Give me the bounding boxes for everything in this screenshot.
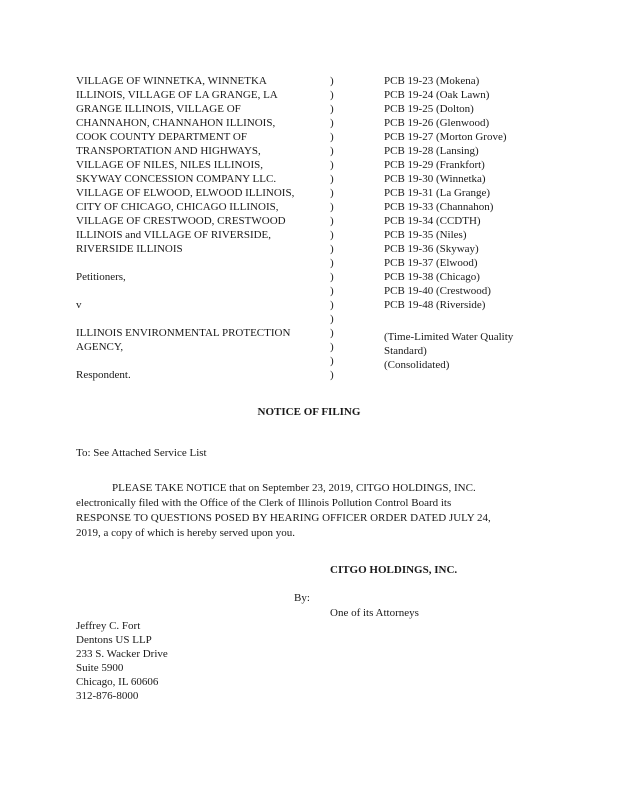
respondent-line: ILLINOIS ENVIRONMENTAL PROTECTION <box>76 327 291 339</box>
petitioner-line: TRANSPORTATION AND HIGHWAYS, <box>76 145 261 157</box>
paren-mark: ) <box>330 243 334 255</box>
standard-line: (Time-Limited Water Quality <box>384 331 514 343</box>
paren-mark: ) <box>330 299 334 311</box>
case-number: PCB 19-38 (Chicago) <box>384 271 480 283</box>
paren-mark: ) <box>330 341 334 353</box>
petitioner-line: ILLINOIS, VILLAGE OF LA GRANGE, LA <box>76 89 278 101</box>
body-line: electronically filed with the Office of the Clerk of Illinois Pollution Control Board its <box>76 497 452 509</box>
case-number: PCB 19-24 (Oak Lawn) <box>384 89 490 101</box>
paren-mark: ) <box>330 369 334 381</box>
petitioner-line: ILLINOIS and VILLAGE OF RIVERSIDE, <box>76 229 272 241</box>
case-number: PCB 19-48 (Riverside) <box>384 299 486 311</box>
attorney-line: 233 S. Wacker Drive <box>76 648 168 660</box>
paren-mark: ) <box>330 89 334 101</box>
versus-label: v <box>76 299 82 311</box>
paren-mark: ) <box>330 313 334 325</box>
standard-line: (Consolidated) <box>384 359 450 371</box>
caption-divider <box>330 74 334 382</box>
case-number: PCB 19-33 (Channahon) <box>384 201 494 213</box>
signature-company: CITGO HOLDINGS, INC. <box>330 564 458 576</box>
to-line: To: See Attached Service List <box>76 447 207 459</box>
petitioner-line: GRANGE ILLINOIS, VILLAGE OF <box>76 103 241 115</box>
document-title: NOTICE OF FILING <box>257 406 361 418</box>
attorney-contact-block <box>76 619 168 703</box>
case-number: PCB 19-30 (Winnetka) <box>384 173 486 185</box>
respondent-label: Respondent. <box>76 369 131 381</box>
petitioner-line: VILLAGE OF ELWOOD, ELWOOD ILLINOIS, <box>76 187 295 199</box>
paren-mark: ) <box>330 229 334 241</box>
paren-mark: ) <box>330 173 334 185</box>
attorney-line: Suite 5900 <box>76 662 124 674</box>
case-number: PCB 19-28 (Lansing) <box>384 145 479 157</box>
attorney-line: Dentons US LLP <box>76 634 152 646</box>
paren-mark: ) <box>330 271 334 283</box>
paren-mark: ) <box>330 159 334 171</box>
petitioner-line: VILLAGE OF CRESTWOOD, CRESTWOOD <box>76 215 286 227</box>
signature-by-label: By: <box>294 592 310 604</box>
attorney-line: Chicago, IL 60606 <box>76 676 159 688</box>
paren-mark: ) <box>330 117 334 129</box>
body-line: PLEASE TAKE NOTICE that on September 23, 2019, CITGO HOLDINGS, INC. <box>112 482 476 494</box>
paren-mark: ) <box>330 145 334 157</box>
paren-mark: ) <box>330 201 334 213</box>
attorney-line: Jeffrey C. Fort <box>76 620 141 632</box>
petitioner-line: CITY OF CHICAGO, CHICAGO ILLINOIS, <box>76 201 279 213</box>
paren-mark: ) <box>330 131 334 143</box>
standard-block <box>384 330 513 372</box>
case-number: PCB 19-26 (Glenwood) <box>384 117 490 129</box>
body-line: RESPONSE TO QUESTIONS POSED BY HEARING OFFICER ORDER DATED JULY 24, <box>76 512 491 524</box>
case-number: PCB 19-29 (Frankfort) <box>384 159 485 171</box>
attorney-line: 312-876-8000 <box>76 690 139 702</box>
petitioner-line: VILLAGE OF NILES, NILES ILLINOIS, <box>76 159 263 171</box>
respondent-block <box>76 326 290 354</box>
paren-mark: ) <box>330 215 334 227</box>
case-number: PCB 19-27 (Morton Grove) <box>384 131 507 143</box>
case-number: PCB 19-40 (Crestwood) <box>384 285 491 297</box>
petitioner-line: VILLAGE OF WINNETKA, WINNETKA <box>76 75 267 87</box>
petitioner-line: SKYWAY CONCESSION COMPANY LLC. <box>76 173 277 185</box>
case-number: PCB 19-31 (La Grange) <box>384 187 491 199</box>
standard-line: Standard) <box>384 345 427 357</box>
case-number-list <box>384 74 507 312</box>
case-number: PCB 19-23 (Mokena) <box>384 75 480 87</box>
paren-mark: ) <box>330 257 334 269</box>
paren-mark: ) <box>330 75 334 87</box>
paren-mark: ) <box>330 103 334 115</box>
case-number: PCB 19-36 (Skyway) <box>384 243 479 255</box>
paren-mark: ) <box>330 355 334 367</box>
petitioner-block <box>76 74 294 256</box>
case-number: PCB 19-37 (Elwood) <box>384 257 478 269</box>
petitioner-line: RIVERSIDE ILLINOIS <box>76 243 183 255</box>
paren-mark: ) <box>330 187 334 199</box>
body-line: 2019, a copy of which is hereby served upon you. <box>76 527 296 539</box>
petitioners-label: Petitioners, <box>76 271 126 283</box>
respondent-line: AGENCY, <box>76 341 124 353</box>
petitioner-line: COOK COUNTY DEPARTMENT OF <box>76 131 247 143</box>
case-number: PCB 19-25 (Dolton) <box>384 103 474 115</box>
paren-mark: ) <box>330 285 334 297</box>
case-number: PCB 19-35 (Niles) <box>384 229 467 241</box>
paren-mark: ) <box>330 327 334 339</box>
petitioner-line: CHANNAHON, CHANNAHON ILLINOIS, <box>76 117 276 129</box>
signature-role: One of its Attorneys <box>330 607 419 619</box>
case-number: PCB 19-34 (CCDTH) <box>384 215 481 227</box>
